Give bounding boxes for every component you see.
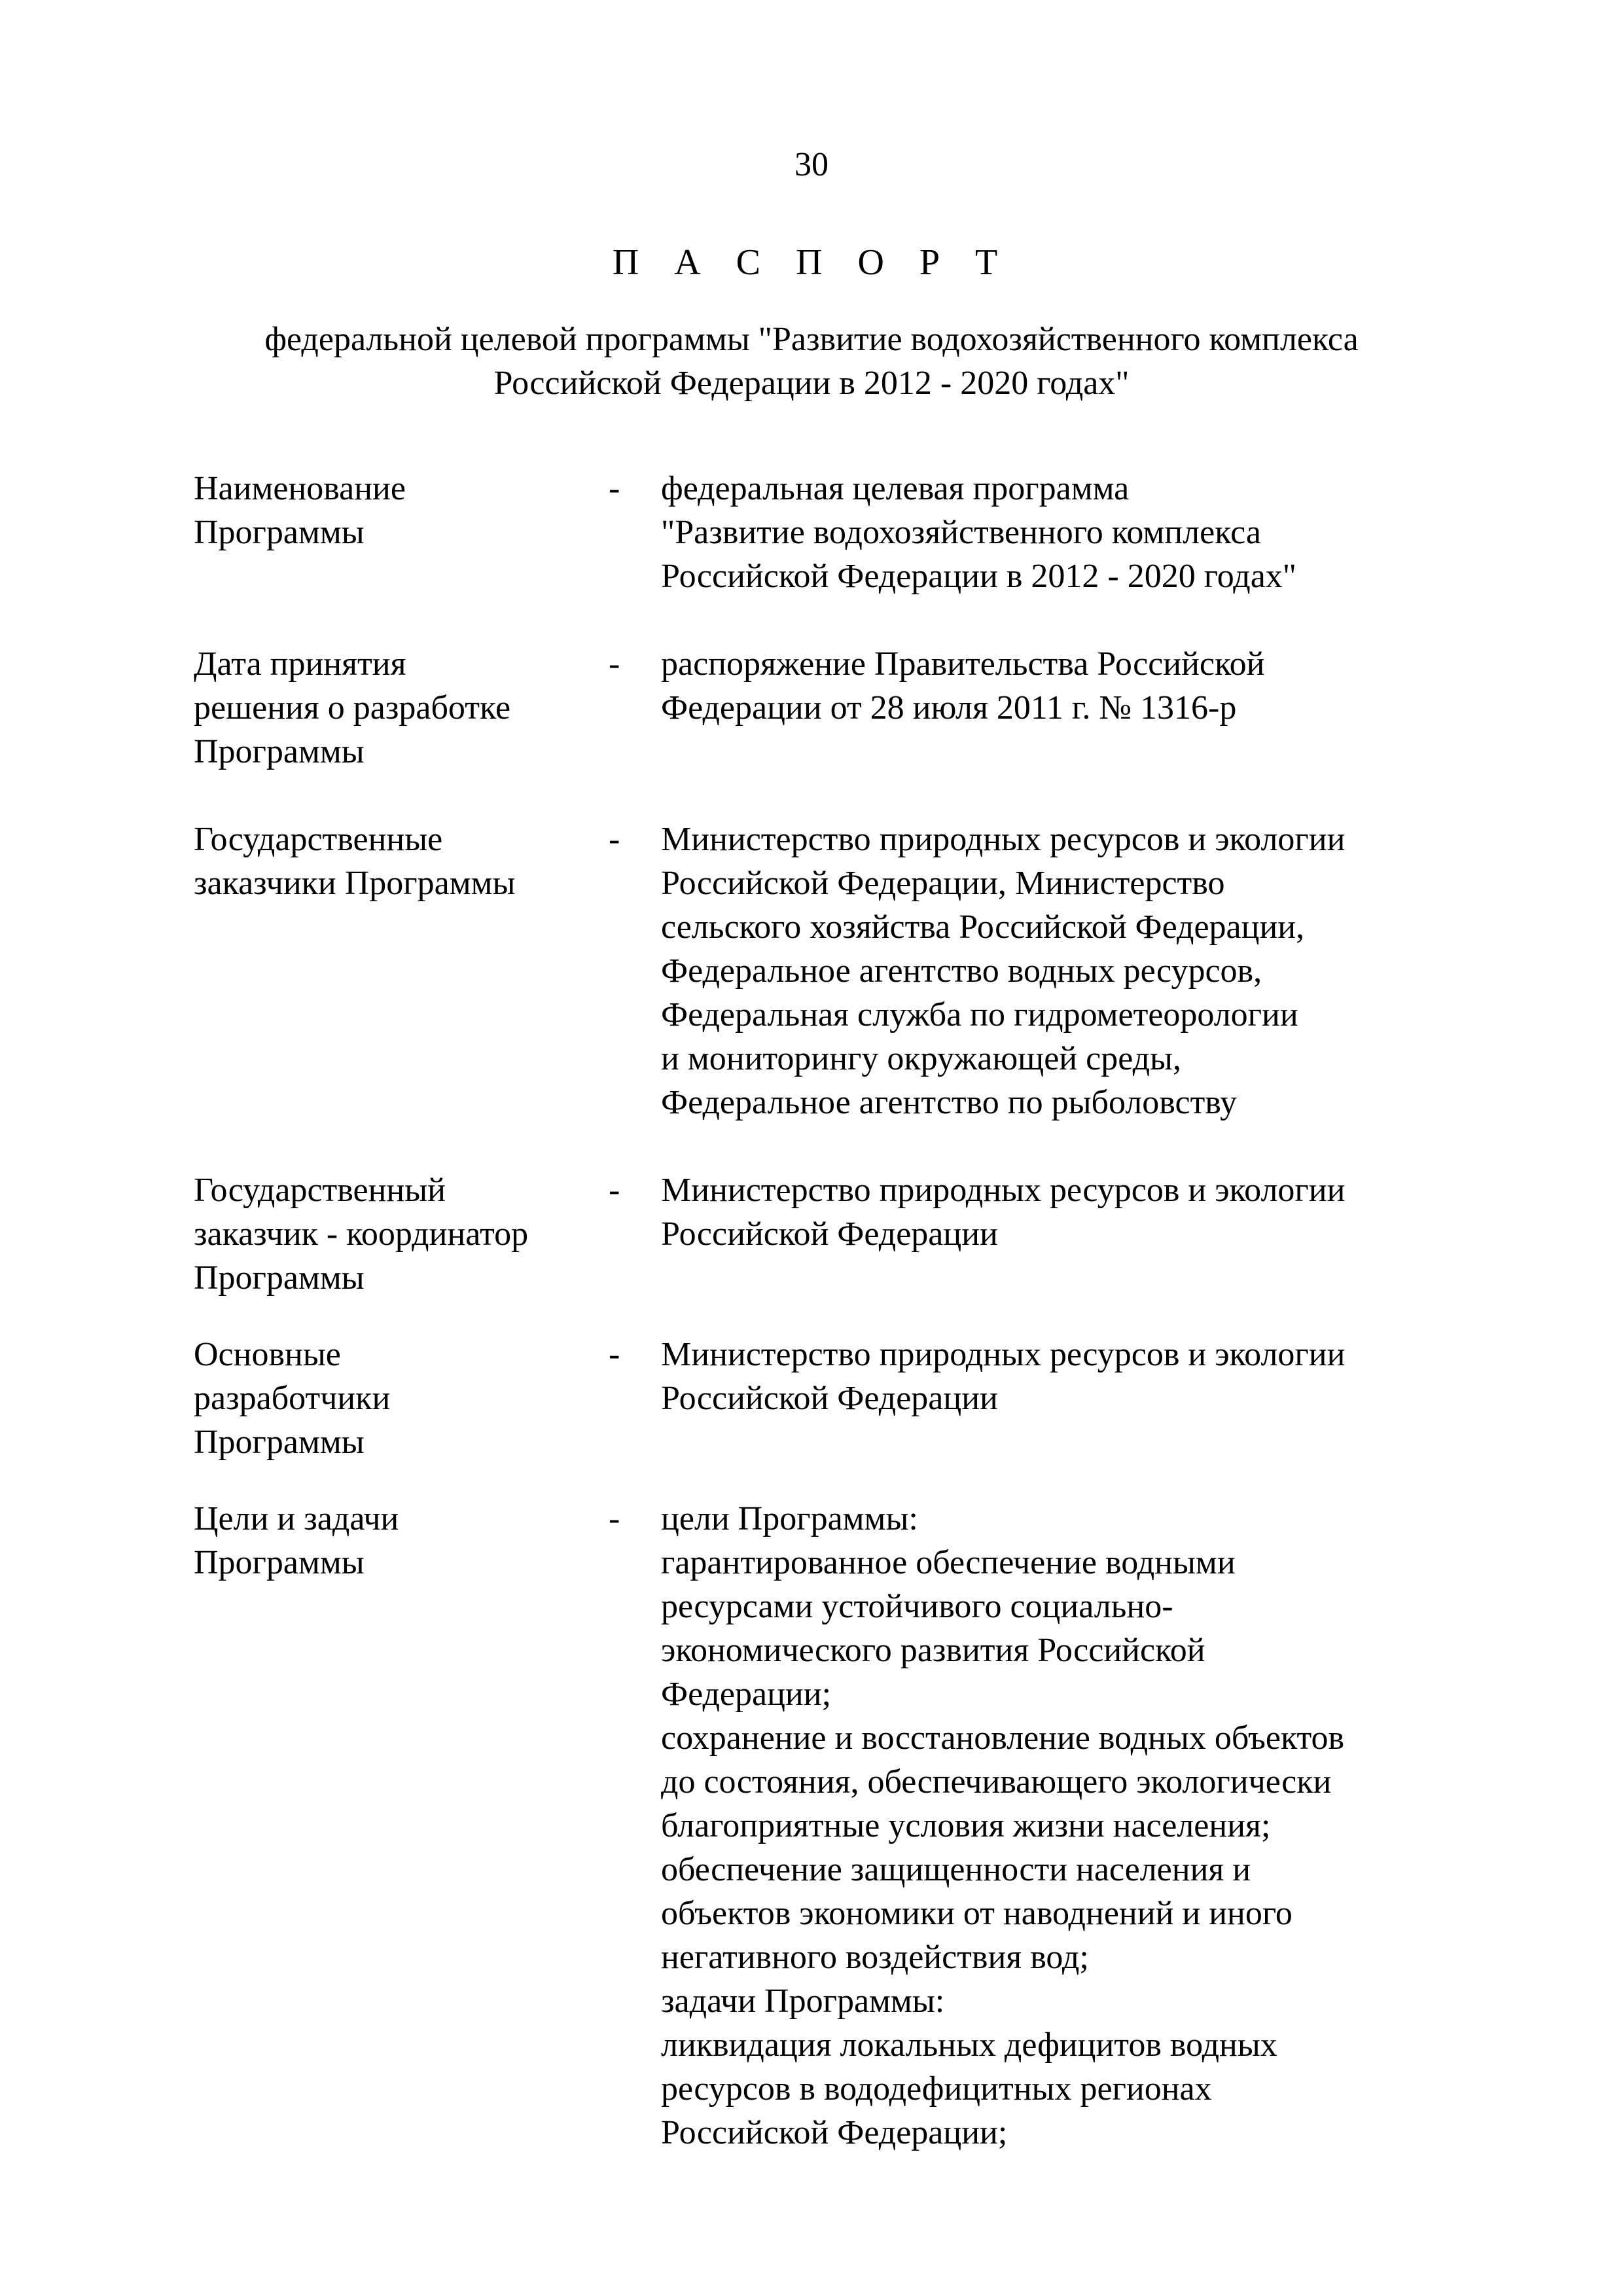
- value-line: гарантированное обеспечение водными: [661, 1544, 1236, 1581]
- value-line: ресурсами устойчивого социально-: [661, 1588, 1173, 1625]
- value-line: Российской Федерации: [661, 1380, 998, 1417]
- passport-row-program-name: [194, 467, 1470, 598]
- value-line: ресурсов в вододефицитных регионах: [661, 2070, 1212, 2108]
- value-line: Министерство природных ресурсов и экологии: [661, 1336, 1346, 1373]
- value-line: обеспечение защищенности населения и: [661, 1851, 1251, 1888]
- row-dash: -: [609, 1500, 620, 1537]
- label-line: Цели и задачи: [194, 1500, 399, 1537]
- value-line: федеральная целевая программа: [661, 470, 1130, 507]
- value-line: Российской Федерации в 2012 - 2020 годах": [661, 558, 1297, 595]
- value-line: Федеральная служба по гидрометеорологии: [661, 996, 1298, 1033]
- document-title: П А С П О Р Т: [612, 242, 1011, 283]
- row-value: [661, 467, 1470, 598]
- row-value: [661, 1168, 1470, 1256]
- value-line: сельского хозяйства Российской Федерации,: [661, 908, 1305, 946]
- passport-row-goals-tasks: [194, 1497, 1470, 2155]
- value-line: Федерации;: [661, 1676, 832, 1713]
- value-line: сохранение и восстановление водных объектов: [661, 1719, 1345, 1757]
- label-line: Государственные: [194, 821, 443, 858]
- label-line: Программы: [194, 1544, 365, 1581]
- row-value: [661, 1497, 1470, 2155]
- value-line: Федерации от 28 июля 2011 г. № 1316-р: [661, 689, 1237, 726]
- passport-row-developers: [194, 1333, 1470, 1464]
- value-line: благоприятные условия жизни населения;: [661, 1807, 1271, 1844]
- row-dash: -: [609, 1172, 620, 1209]
- value-line: распоряжение Правительства Российской: [661, 645, 1265, 683]
- passport-table: [194, 467, 1470, 2155]
- value-line: Министерство природных ресурсов и экологии: [661, 821, 1346, 858]
- row-label: [194, 1497, 609, 1585]
- subtitle-line: Российской Федерации в 2012 - 2020 годах": [493, 365, 1130, 402]
- passport-row-coordinator: [194, 1168, 1470, 1300]
- row-value: [661, 817, 1470, 1124]
- value-line: Российской Федерации: [661, 1215, 998, 1253]
- page-number: 30: [794, 146, 829, 183]
- label-line: разработчики: [194, 1380, 391, 1417]
- label-line: Программы: [194, 1424, 365, 1461]
- document-subtitle: [131, 317, 1492, 405]
- value-line: Министерство природных ресурсов и экологии: [661, 1172, 1346, 1209]
- value-line: задачи Программы:: [661, 1982, 945, 2020]
- label-line: Наименование: [194, 470, 406, 507]
- value-line: ликвидация локальных дефицитов водных: [661, 2026, 1277, 2064]
- row-label: [194, 1333, 609, 1464]
- row-dash: -: [609, 470, 620, 507]
- row-dash: -: [609, 1336, 620, 1373]
- row-label: [194, 817, 609, 905]
- subtitle-line: федеральной целевой программы "Развитие водохозяйственного комплекса: [264, 321, 1359, 358]
- passport-row-state-customers: [194, 817, 1470, 1124]
- value-line: Российской Федерации;: [661, 2114, 1008, 2151]
- label-line: заказчики Программы: [194, 865, 516, 902]
- label-line: Программы: [194, 1259, 365, 1297]
- value-line: объектов экономики от наводнений и иного: [661, 1895, 1293, 1932]
- value-line: негативного воздействия вод;: [661, 1939, 1089, 1976]
- passport-row-decision-date: [194, 642, 1470, 774]
- label-line: Дата принятия: [194, 645, 406, 683]
- label-line: Основные: [194, 1336, 341, 1373]
- value-line: Российской Федерации, Министерство: [661, 865, 1225, 902]
- value-line: Федеральное агентство по рыболовству: [661, 1084, 1238, 1121]
- row-label: [194, 642, 609, 774]
- row-value: [661, 642, 1470, 730]
- value-line: цели Программы:: [661, 1500, 918, 1537]
- value-line: и мониторингу окружающей среды,: [661, 1040, 1181, 1077]
- label-line: Государственный: [194, 1172, 446, 1209]
- label-line: решения о разработке: [194, 689, 511, 726]
- value-line: до состояния, обеспечивающего экологически: [661, 1763, 1332, 1801]
- row-dash: -: [609, 645, 620, 683]
- label-line: Программы: [194, 514, 365, 551]
- label-line: заказчик - координатор: [194, 1215, 529, 1253]
- value-line: "Развитие водохозяйственного комплекса: [661, 514, 1261, 551]
- value-line: Федеральное агентство водных ресурсов,: [661, 952, 1262, 990]
- value-line: экономического развития Российской: [661, 1632, 1205, 1669]
- label-line: Программы: [194, 733, 365, 770]
- row-label: [194, 467, 609, 554]
- row-dash: -: [609, 821, 620, 858]
- row-label: [194, 1168, 609, 1300]
- row-value: [661, 1333, 1470, 1420]
